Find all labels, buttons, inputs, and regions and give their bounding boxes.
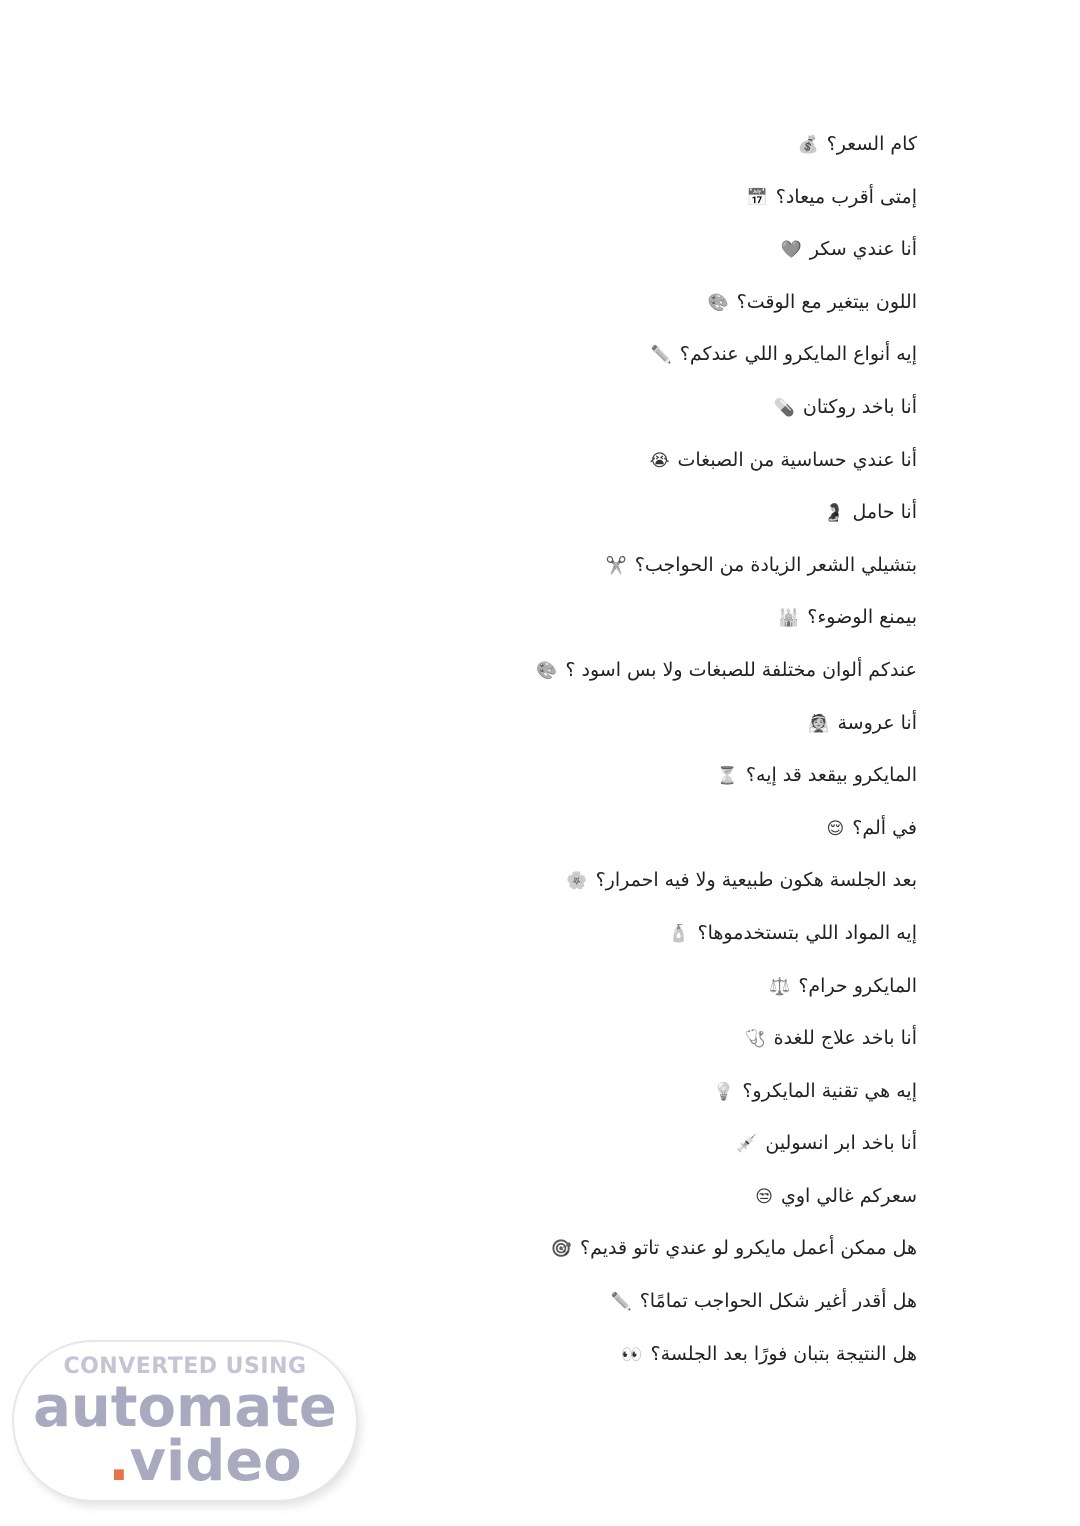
syringe-icon: 💉 <box>736 1134 758 1155</box>
question-text: المايكرو حرام؟ <box>798 974 917 997</box>
faq-item <box>217 434 917 487</box>
faq-item <box>217 171 917 224</box>
question-text: بعد الجلسة هكون طبيعية ولا فيه احمرار؟ <box>595 869 917 892</box>
heart-icon: 🩶 <box>780 240 802 261</box>
faq-question-list <box>217 118 917 1380</box>
crying-face-icon: 😭 <box>649 450 670 471</box>
watermark-sub-text <box>14 1429 356 1494</box>
question-text: أنا عندي حساسية من الصبغات <box>677 448 917 471</box>
question-text: أنا باخد علاج للغدة <box>773 1027 917 1050</box>
question-text: إيه المواد اللي بتستخدموها؟ <box>697 921 917 944</box>
faq-item <box>217 1012 917 1065</box>
question-text: أنا عندي سكر <box>809 238 917 261</box>
question-text: أنا حامل <box>852 501 917 524</box>
faq-item <box>217 907 917 960</box>
question-text: هل أقدر أغير شكل الحواجب تمامًا؟ <box>639 1290 917 1313</box>
lotion-bottle-icon: 🧴 <box>668 923 690 944</box>
watermark-top-text: CONVERTED USING <box>63 1354 307 1379</box>
faq-item <box>217 276 917 329</box>
faq-item <box>217 486 917 539</box>
palette-icon: 🎨 <box>536 660 558 681</box>
faq-item <box>217 591 917 644</box>
question-text: في ألم؟ <box>852 816 917 839</box>
faq-item <box>217 802 917 855</box>
question-text: بيمنع الوضوء؟ <box>807 606 917 629</box>
question-text: كام السعر؟ <box>826 133 917 155</box>
faq-item <box>217 960 917 1013</box>
question-text: هل ممكن أعمل مايكرو لو عندي تاتو قديم؟ <box>580 1237 917 1260</box>
question-text: سعركم غالي اوي <box>780 1184 917 1207</box>
question-text: أنا عروسة <box>837 711 917 734</box>
faq-item <box>217 1065 917 1118</box>
faq-item <box>217 1117 917 1170</box>
question-text: إمتى أقرب ميعاد؟ <box>775 185 917 208</box>
faq-item <box>217 1170 917 1223</box>
money-bag-icon: 💰 <box>797 135 819 155</box>
faq-item <box>217 854 917 907</box>
mosque-icon: 🕌 <box>778 608 800 629</box>
light-bulb-icon: 💡 <box>713 1081 735 1102</box>
faq-item <box>217 644 917 697</box>
hourglass-icon: ⏳ <box>716 766 738 787</box>
flower-icon: 🌸 <box>566 871 588 892</box>
pencil-icon: ✏️ <box>610 1292 632 1313</box>
watermark-brand-text: automate <box>33 1375 337 1440</box>
question-text: إيه أنواع المايكرو اللي عندكم؟ <box>679 343 917 366</box>
target-icon: 🎯 <box>550 1239 573 1260</box>
question-text: عندكم ألوان مختلفة للصبغات ولا بس اسود ؟ <box>565 658 917 681</box>
scissors-icon: ✂️ <box>605 555 627 576</box>
pregnant-woman-icon: 🤰 <box>823 503 845 524</box>
watermark-dot: . <box>108 1429 130 1494</box>
question-text: إيه هي تقنية المايكرو؟ <box>742 1079 917 1102</box>
pencil-icon: ✏️ <box>650 345 672 366</box>
stethoscope-icon: 🩺 <box>744 1029 766 1050</box>
question-text: أنا باخد ابر انسولين <box>765 1132 917 1155</box>
faq-item <box>217 1275 917 1328</box>
palette-icon: 🎨 <box>707 292 729 313</box>
eyes-icon: 👀 <box>621 1344 643 1365</box>
faq-item <box>217 1222 917 1275</box>
question-text: هل النتيجة بتبان فورًا بعد الجلسة؟ <box>650 1342 917 1365</box>
watermark-sub-word: video <box>129 1429 302 1494</box>
scales-icon: ⚖️ <box>769 976 791 997</box>
bride-icon: 👰 <box>808 713 830 734</box>
faq-item <box>217 381 917 434</box>
faq-item <box>217 118 917 171</box>
question-text: المايكرو بيقعد قد إيه؟ <box>745 764 917 787</box>
faq-item <box>217 749 917 802</box>
unamused-face-icon: 😒 <box>755 1186 773 1207</box>
question-text: بتشيلي الشعر الزيادة من الحواجب؟ <box>634 553 917 576</box>
faq-item <box>217 328 917 381</box>
relieved-face-icon: 😌 <box>826 818 845 839</box>
faq-item <box>217 697 917 750</box>
question-text: اللون بيتغير مع الوقت؟ <box>736 290 917 313</box>
faq-item <box>217 223 917 276</box>
pill-icon: 💊 <box>773 397 795 418</box>
question-text: أنا باخد روكتان <box>802 395 917 418</box>
calendar-icon: 📅 <box>746 187 768 208</box>
faq-item <box>217 539 917 592</box>
watermark-badge <box>14 1342 356 1500</box>
